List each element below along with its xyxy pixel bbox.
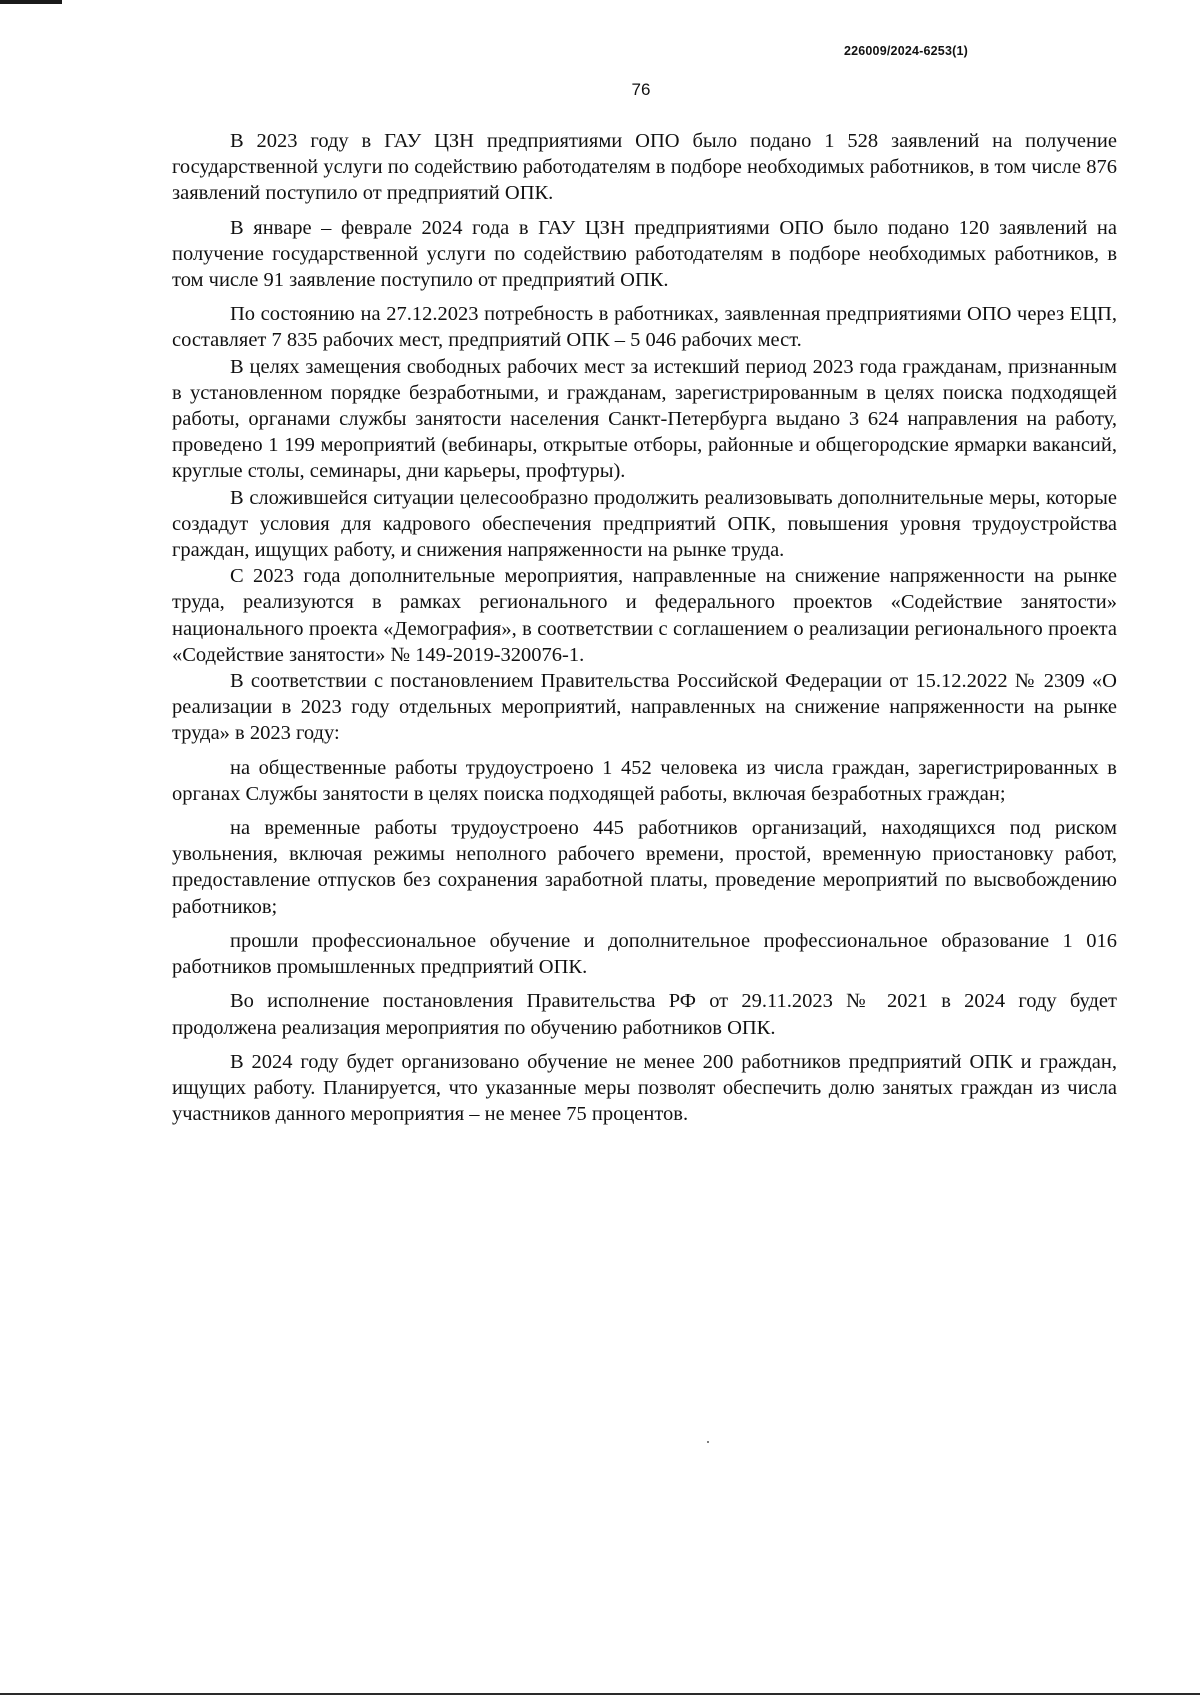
- paragraph-applications-2023: В 2023 году в ГАУ ЦЗН предприятиями ОПО было подано 1 528 заявлений на получение государственной услуги по содействию работодателям в подборе необходимых работников, в том числе 876 заявлений поступило от предприятий ОПК.: [172, 130, 1117, 205]
- paragraph-temporary-works: на временные работы трудоустроено 445 работников организаций, находящихся под риском увольнения, включая режимы неполного рабочего времени, простой, временную приостановку работ, предоставление отпусков без сохранения заработной платы, проведение мероприятий по высвобождению работников;: [172, 817, 1117, 918]
- document-registration-number: 226009/2024-6253(1): [843, 44, 968, 58]
- paragraph-employment-project: С 2023 года дополнительные мероприятия, направленные на снижение напряженности на рынке труда, реализуются в рамках регионального и федерального проектов «Содействие занятости» национального проекта «Демография», в соответствии с соглашением о реализации регионального проекта «Содействие занятости» № 149-2019-320076-1.: [172, 565, 1117, 666]
- page-number: 76: [631, 80, 651, 99]
- document-body: [172, 128, 1117, 1135]
- paragraph-additional-measures: В сложившейся ситуации целесообразно продолжить реализовывать дополнительные меры, которые создадут условия для кадрового обеспечения предприятий ОПК, повышения уровня трудоустройства граждан, ищущих работу, и снижения напряженности на рынке труда.: [172, 486, 1117, 562]
- paragraph-workforce-demand: По состоянию на 27.12.2023 потребность в работниках, заявленная предприятиями ОПО через ЕЦП, составляет 7 835 рабочих мест, предприятий ОПК – 5 046 рабочих мест.: [172, 303, 1117, 352]
- paragraph-training-plan: В 2024 году будет организовано обучение не менее 200 работников предприятий ОПК и граждан, ищущих работу. Планируется, что указанные меры позволят обеспечить долю занятых граждан из числа участников данного мероприятия – не менее 75 процентов.: [172, 1050, 1117, 1126]
- scan-speck: [707, 1441, 709, 1443]
- paragraph-government-decree: В соответствии с постановлением Правительства Российской Федерации от 15.12.2022 № 2309 «О реализации в 2023 году отдельных мероприятий, направленных на снижение напряженности на рынке труда» в 2023 году:: [172, 670, 1117, 745]
- paragraph-professional-training: прошли профессиональное обучение и дополнительное профессиональное образование 1 016 работников промышленных предприятий ОПК.: [172, 929, 1117, 979]
- paragraph-vacancy-filling: В целях замещения свободных рабочих мест за истекший период 2023 года гражданам, признанным в установленном порядке безработными, и гражданам, зарегистрированным в целях поиска подходящей работы, органами службы занятости населения Санкт-Петербурга выдано 3 624 направления на работу, проведено 1 199 мероприятий (вебинары, открытые отборы, районные и общегородские ярмарки вакансий, круглые столы, семинары, дни карьеры, профтуры).: [172, 355, 1117, 483]
- scan-edge-mark: [0, 0, 62, 4]
- paragraph-public-works: на общественные работы трудоустроено 1 452 человека из числа граждан, зарегистрированных в органах Службы занятости в целях поиска подходящей работы, включая безработных граждан;: [172, 756, 1117, 805]
- paragraph-training-2024: Во исполнение постановления Правительства РФ от 29.11.2023 № 2021 в 2024 году будет продолжена реализация мероприятия по обучению работников ОПК.: [172, 990, 1117, 1039]
- paragraph-applications-2024: В январе – феврале 2024 года в ГАУ ЦЗН предприятиями ОПО было подано 120 заявлений на получение государственной услуги по содействию работодателям в подборе необходимых работников, в том числе 91 заявление поступило от предприятий ОПК.: [172, 216, 1117, 292]
